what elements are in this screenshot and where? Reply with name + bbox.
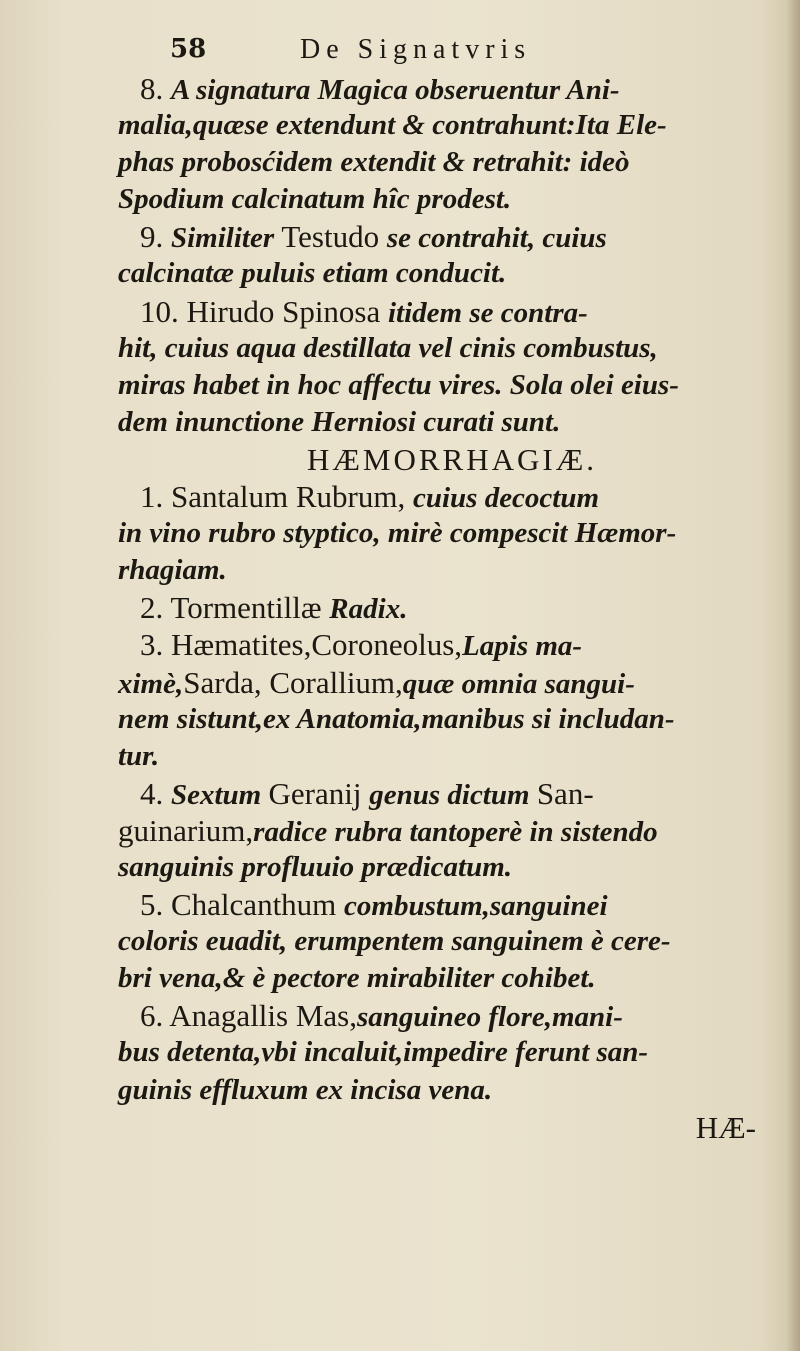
text-line xyxy=(118,1034,786,1071)
text-line xyxy=(118,701,786,738)
italic-run: se contrahit, cuius xyxy=(386,222,607,255)
italic-run: genus dictum xyxy=(369,778,537,811)
italic-run: nem sistunt,ex Anatomia,manibus si includan- xyxy=(118,702,675,735)
roman-run: guinarium, xyxy=(118,812,254,848)
text-line xyxy=(118,478,786,515)
italic-run: coloris euadit, erumpentem sanguinem è cere- xyxy=(118,925,671,958)
text-line xyxy=(118,1072,786,1109)
italic-run: Similiter xyxy=(171,222,282,255)
body-text xyxy=(118,70,786,1146)
text-line xyxy=(118,923,786,960)
text-line xyxy=(118,626,786,663)
italic-run: dem inunctione Herniosi curati sunt. xyxy=(118,405,561,438)
roman-run: 1. Santalum Rubrum, xyxy=(140,479,413,515)
text-line xyxy=(118,812,786,849)
text-line xyxy=(118,738,786,775)
italic-run: Sextum xyxy=(171,778,269,811)
text-line xyxy=(118,664,786,701)
italic-run: cuius decoctum xyxy=(412,482,600,515)
text-line xyxy=(118,330,786,367)
roman-run: Sarda, Corallium, xyxy=(183,664,403,700)
page-header xyxy=(170,30,690,70)
catchword xyxy=(118,1109,786,1146)
text-line xyxy=(118,367,786,404)
text-line xyxy=(118,775,786,812)
italic-run: guinis effluxum ex incisa vena. xyxy=(118,1073,493,1106)
italic-run: miras habet in hoc affectu vires. Sola olei eius- xyxy=(118,368,679,401)
text-line xyxy=(118,181,786,218)
roman-run: 4. xyxy=(140,775,171,811)
italic-run: malia,quæse extendunt & contrahunt:Ita Ele- xyxy=(118,109,667,142)
text-line xyxy=(118,589,786,626)
page-edge-shadow xyxy=(786,0,800,1351)
italic-run: quæ omnia sangui- xyxy=(402,667,635,700)
text-line xyxy=(118,404,786,441)
italic-run: Spodium calcinatum hîc prodest. xyxy=(118,183,512,216)
text-line xyxy=(118,515,786,552)
italic-run: A signatura Magica obseruentur Ani- xyxy=(171,74,620,106)
text-line xyxy=(118,255,786,292)
italic-run: itidem se contra- xyxy=(388,296,588,329)
italic-run: sanguinis profluuio prædicatum. xyxy=(118,850,513,883)
italic-run: in vino rubro styptico, mirè compescit Hæmor- xyxy=(118,517,677,550)
text-line xyxy=(118,70,786,107)
italic-run: hit, cuius aqua destillata vel cinis combustus, xyxy=(118,331,658,364)
running-title: De Signatvris xyxy=(300,34,532,65)
roman-run: HÆMORRHAGIÆ. xyxy=(306,441,598,477)
italic-run: bri vena,& è pectore mirabiliter cohibet. xyxy=(118,962,596,995)
roman-run: San- xyxy=(536,775,594,811)
text-line xyxy=(118,849,786,886)
text-line xyxy=(118,552,786,589)
roman-run: Geranij xyxy=(268,775,370,811)
italic-run: radice rubra tantoperè in sistendo xyxy=(253,815,658,848)
italic-run: combustum,sanguinei xyxy=(344,890,608,923)
roman-run: 8. xyxy=(140,71,171,106)
roman-run: 9. xyxy=(140,219,171,255)
text-line xyxy=(118,886,786,923)
roman-run: 6. Anagallis Mas, xyxy=(140,998,357,1034)
italic-run: rhagiam. xyxy=(118,554,227,587)
page-number: 58 xyxy=(170,34,207,64)
section-heading xyxy=(118,441,786,478)
italic-run: Radix. xyxy=(329,593,408,626)
roman-run: 10. Hirudo Spinosa xyxy=(140,293,388,329)
italic-run: calcinatæ puluis etiam conducit. xyxy=(118,257,507,290)
italic-run: tur. xyxy=(118,739,160,772)
text-line xyxy=(118,960,786,997)
roman-run: HÆ- xyxy=(695,1109,756,1145)
text-line xyxy=(118,107,786,144)
italic-run: phas probosćidem extendit & retrahit: ideò xyxy=(118,146,630,179)
italic-run: ximè, xyxy=(118,667,184,700)
text-line xyxy=(118,293,786,330)
italic-run: Lapis ma- xyxy=(462,630,583,663)
text-line xyxy=(118,997,786,1034)
roman-run: 3. Hæmatites,Coroneolus, xyxy=(140,627,463,663)
roman-run: 5. Chalcanthum xyxy=(140,887,345,923)
text-line xyxy=(118,218,786,255)
roman-run: 2. Tormentillæ xyxy=(140,590,330,626)
roman-run: Testudo xyxy=(281,219,387,255)
italic-run: sanguineo flore,mani- xyxy=(357,1001,623,1034)
italic-run: bus detenta,vbi incaluit,impedire ferunt san- xyxy=(118,1036,649,1069)
text-line xyxy=(118,144,786,181)
